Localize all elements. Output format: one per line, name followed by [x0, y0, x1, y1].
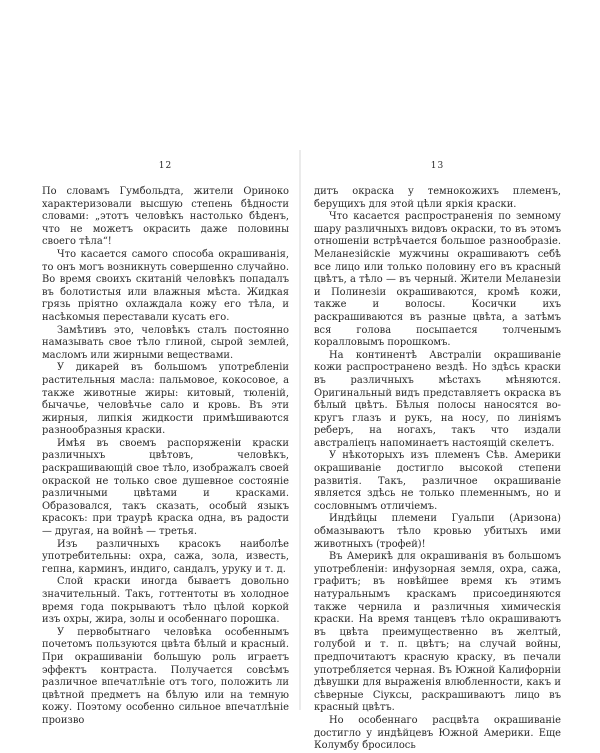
paragraph: Въ Америкѣ для окрашиванія въ большомъ употребленіи: инфузорная земля, охра, сажа, графитъ; въ новѣйшее время къ этимъ натуральнымъ краскамъ присоединяются также чернила и различныя химическія краски. На время танцевъ тѣло окрашиваютъ въ цвѣта преимущественно въ желтый, голубой и т. п. цвѣтъ; на случай войны, предпочитаютъ красную краску, въ печали употребляется черная. Въ Южной Калифорніи дѣвушки для выраженія влюбленности, какъ и сѣверные Сіуксы, раскрашиваютъ лицо въ красный цвѣтъ. [314, 551, 561, 714]
paragraph: Что касается самого способа окрашиванія, то онъ могъ возникнуть совершенно случайно. Во время своихъ скитаній человѣкъ попадалъ въ болотистыя или влажныя мѣста. Жидкая грязь пріятно охлаждала кожу его тѣла, и насѣкомыя переставали кусать его. [42, 248, 289, 323]
paragraph: У нѣкоторыхъ изъ племенъ Сѣв. Америки окрашиваніе достигло высокой степени развитія. Такъ, различное окрашиваніе является здѣсь не только племеннымъ, но и сословнымъ отличіемъ. [314, 450, 561, 512]
paragraph: По словамъ Гумбольдта, жители Ориноко характеризовали высшую степень бѣдности словами: „этотъ человѣкъ настолько бѣденъ, что не можетъ окрасить даже половины своего тѣла“! [42, 186, 289, 248]
book-gutter [299, 150, 301, 710]
right-page [314, 160, 561, 753]
paragraph: У дикарей въ большомъ употребленіи растительныя масла: пальмовое, кокосовое, а также животные жиры: китовый, тюленій, бычачье, человѣчье сало и кровь. Въ эти жирныя, липкія жидкости примѣшиваются разнообразныя краски. [42, 362, 289, 437]
paragraph: Слой краски иногда бываетъ довольно значительный. Такъ, готтентоты въ холодное время года покрываютъ тѣло цѣлой коркой изъ охры, жира, золы и особеннаго порошка. [42, 576, 289, 626]
left-page [42, 160, 289, 728]
paragraph: Изъ различныхъ красокъ наиболѣе употребительны: охра, сажа, зола, известь, гепна, карминъ, индиго, сандалъ, уруку и т. д. [42, 538, 289, 575]
paragraph: Но особеннаго расцвѣта окрашиваніе достигло у индѣйцевъ Южной Америки. Еще Колумбу бросилось [314, 714, 561, 752]
paragraph: Индѣйцы племени Гуальпи (Аризона) обмазываютъ тѣло кровью убитыхъ ими животныхъ (трофей)! [314, 513, 561, 550]
paragraph: На континентѣ Австраліи окрашиваніе кожи распространено вездѣ. Но здѣсь краски въ различныхъ мѣстахъ мѣняются. Оригинальный видъ представляетъ окраска въ бѣлый цвѣтъ. Бѣлыя полосы наносятся вокругъ глазъ и рукъ, на носу, по линіямъ реберъ, на ногахъ, такъ что издали австраліецъ напоминаетъ настоящій скелетъ. [314, 349, 561, 449]
paragraph: дитъ окраска у темнокожихъ племенъ, берущихъ для этой цѣли яркія краски. [314, 186, 561, 210]
paragraph: Имѣя въ своемъ распоряженіи краски различныхъ цвѣтовъ, человѣкъ, раскрашивающій свое тѣло, изображалъ своей окраской не только свое душевное состояніе различными цвѣтами и красками. Образовался, такъ сказать, особый языкъ красокъ: при траурѣ краска одна, въ радости — другая, на войнѣ — третья. [42, 437, 289, 538]
paragraph: Что касается распространенія по земному шару различныхъ видовъ окраски, то въ этомъ отношеніи встрѣчается большое разнообразіе. Меланезійскіе мужчины окрашиваютъ себѣ все лицо или только половину его въ красный цвѣтъ, а тѣло — въ черный. Жители Меланезіи и Полинезіи окрашиваются, кромѣ кожи, также и волосы. Косички ихъ раскрашиваются въ разные цвѣта, а затѣмъ вся голова посыпается толченымъ коралловымъ порошкомъ. [314, 211, 561, 349]
page-number-left: 12 [158, 161, 173, 171]
paragraph: Замѣтивъ это, человѣкъ сталъ постоянно намазывать свое тѣло глиной, сырой землей, масломъ или жирными веществами. [42, 324, 289, 361]
page-number-right: 13 [430, 161, 445, 171]
paragraph: У первобытнаго человѣка особеннымъ почетомъ пользуются цвѣта бѣлый и красный. При окрашиваніи большую роль играетъ эффектъ контраста. Получается совсѣмъ различное впечатлѣніе отъ того, положить ли цвѣтной предметъ на бѣлую или на темную кожу. Поэтому особенно сильное впечатлѣніе произво [42, 626, 289, 726]
